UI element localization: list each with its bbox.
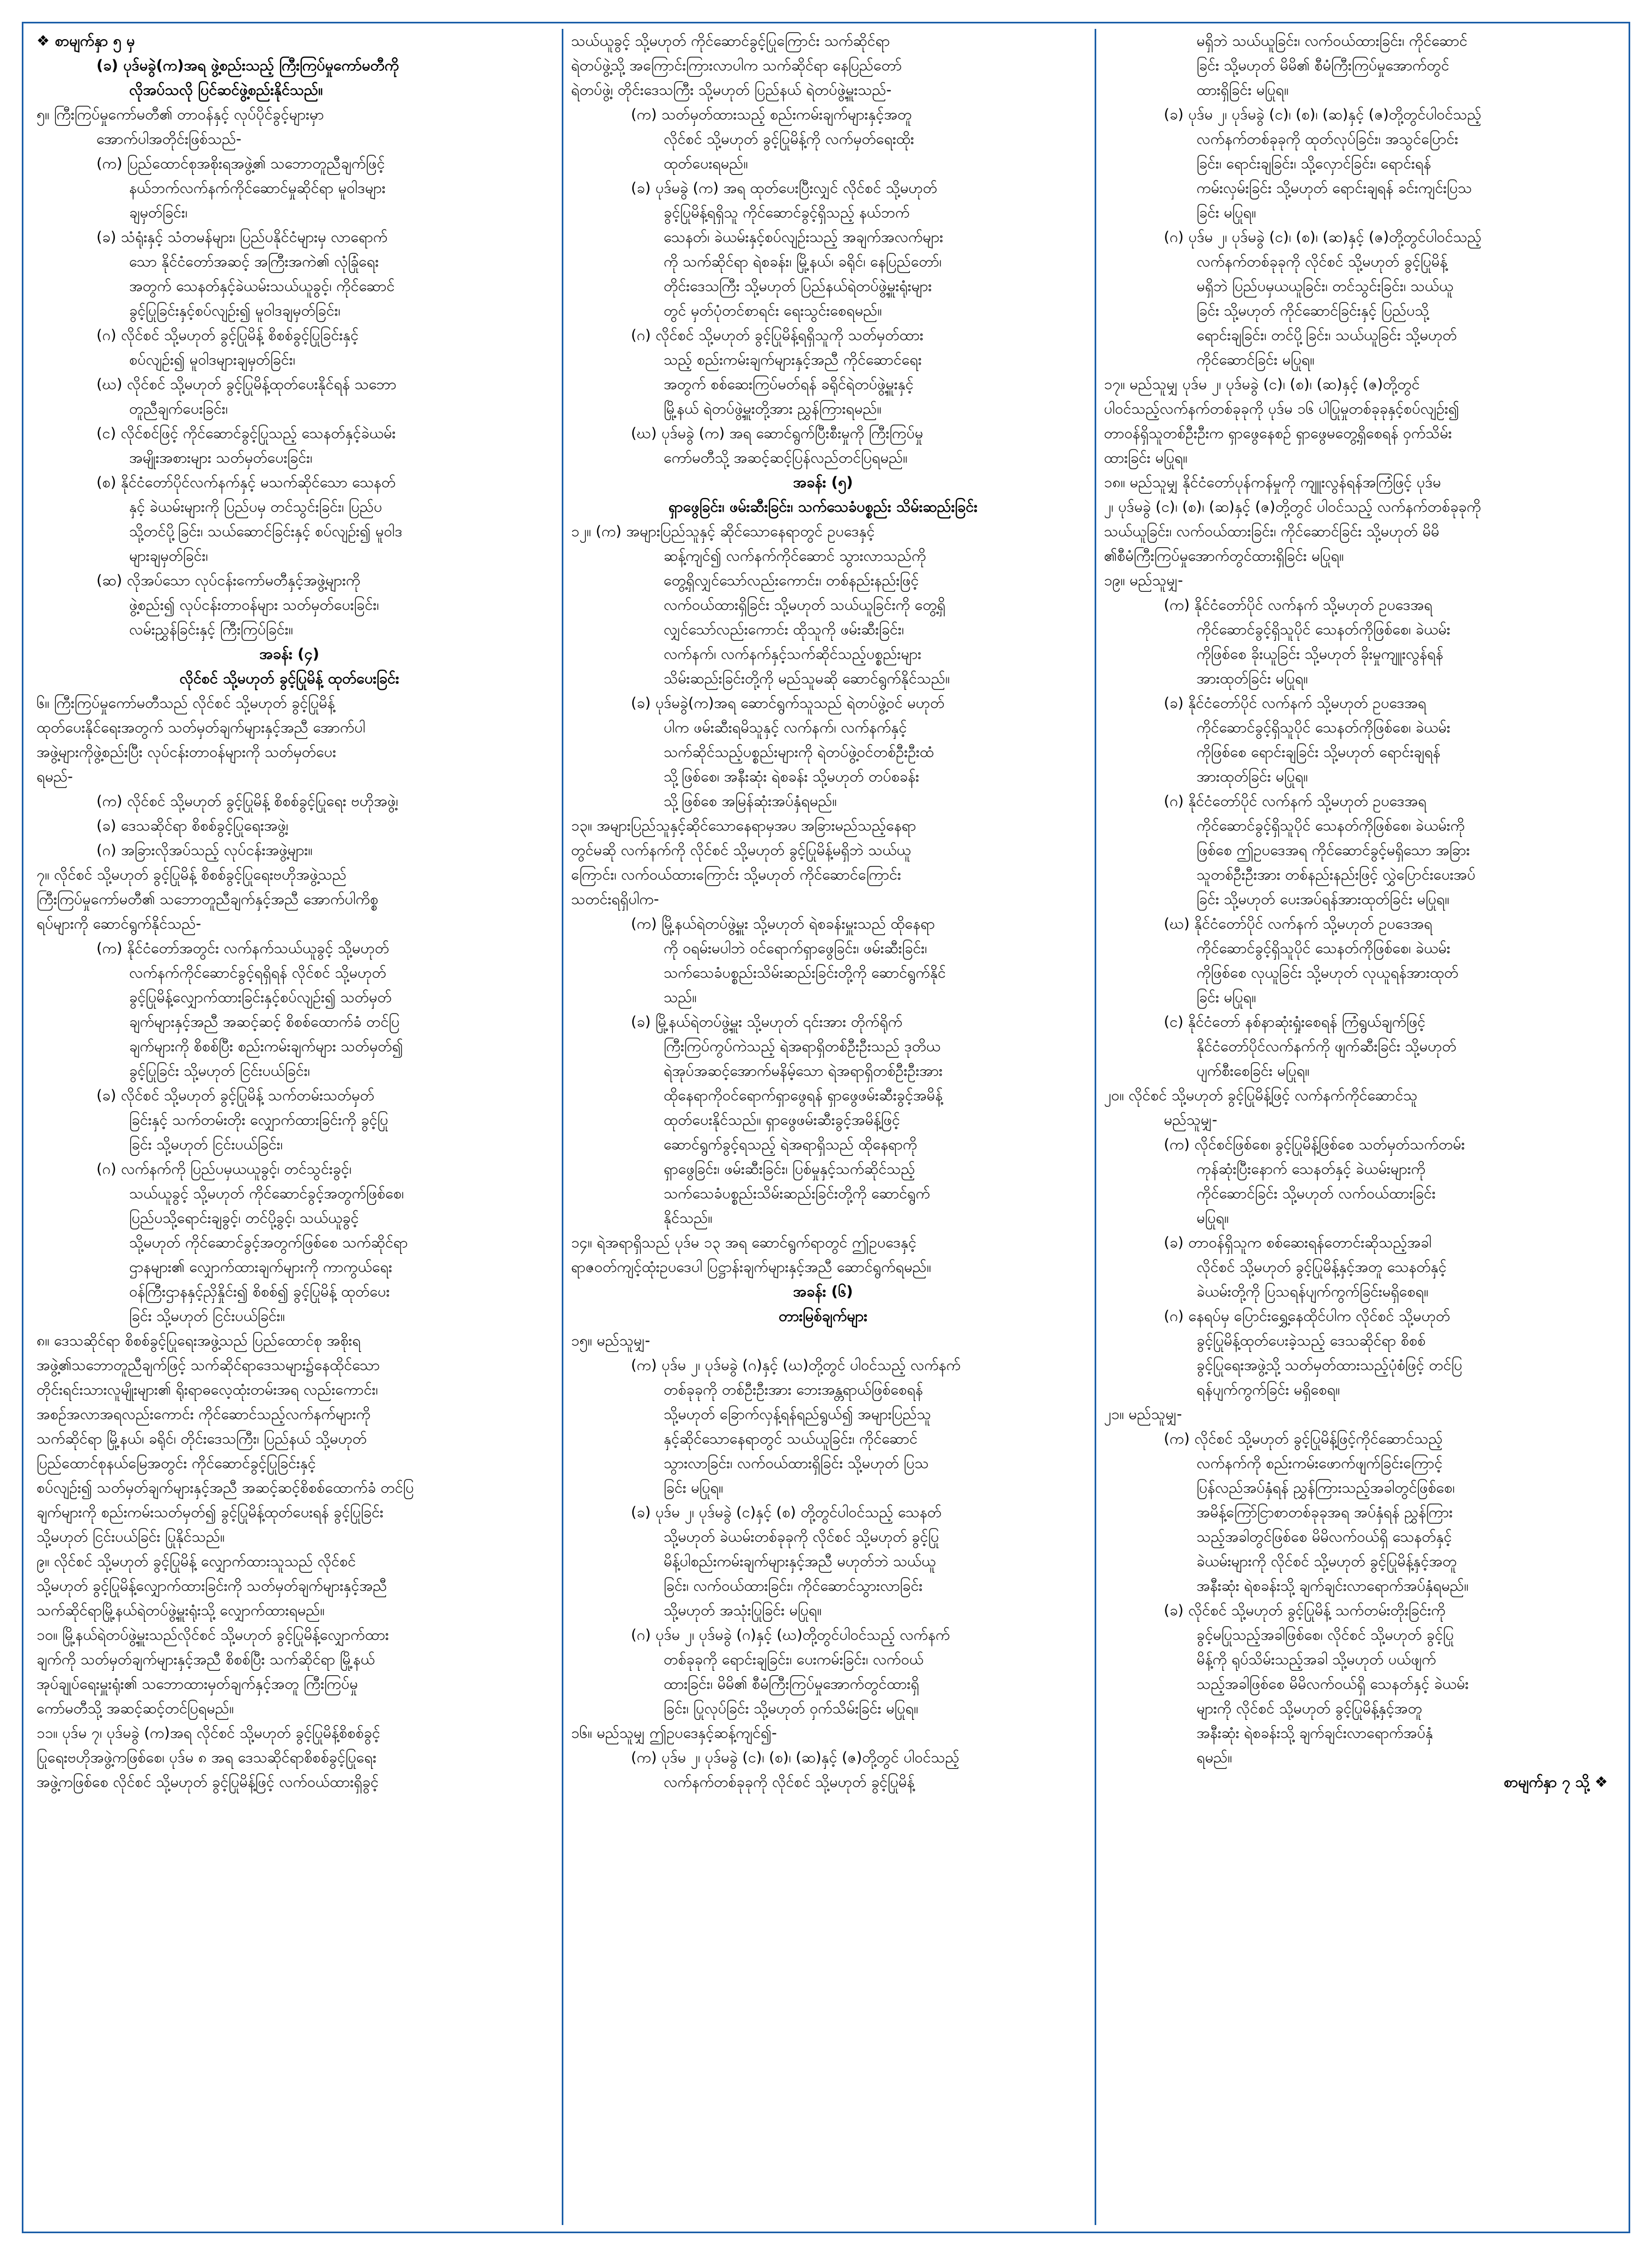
text-line: ကိုင်ဆောင်ခွင့်ရှိသူပိုင် သေနတ်ကိုဖြစ်စေ၊ ခဲယမ်း [1197,621,1450,638]
text-line: ခြင်း သို့မဟုတ် ငြင်းပယ်ခြင်း၊ [129,1136,283,1153]
text-line: (ဂ) ပုဒ်မ ၂၊ ပုဒ်မခွဲ (ဂ)နှင့် (ဃ)တို့တွင်ပါဝင်သည့် လက်နက် [631,1627,950,1644]
section-heading: ရှာဖွေခြင်း၊ ဖမ်းဆီးခြင်း၊ သက်သေခံပစ္စည်း သိမ်းဆည်းခြင်း [668,499,978,516]
text-line: သို့မဟုတ် ခဲယမ်းတစ်ခုခုကို လိုင်စင် သို့မဟုတ် ခွင့်ပြု [664,1529,939,1545]
text-line: ခြင်း၊ ရောင်းချခြင်း၊ သို့လှောင်ခြင်း၊ ရောင်းရန် [1197,155,1431,172]
text-line: ထုတ်ပေးနိုင်သည်။ ရှာဖွေဖမ်းဆီးခွင့်အမိန့်ဖြင့် [664,1112,900,1129]
text-line: ကိုင်ဆောင်ခွင့်ရှိသူပိုင် သေနတ်ကိုဖြစ်စေ၊ ခဲယမ်း [1197,940,1450,957]
text-line: တာဝန်ရှိသူတစ်ဦးဦးက ရှာဖွေနေစဉ် ရှာဖွေမတွေ့ရှိစေရန် ဝှက်သိမ်း [1104,425,1452,442]
text-line: အောက်ပါအတိုင်းဖြစ်သည်- [96,131,241,148]
text-line: ၁၉။ မည်သူမျှ- [1104,572,1183,589]
text-line: တစ်ခုခုကို ရောင်းချခြင်း၊ ပေးကမ်းခြင်း၊ လက်ဝယ် [664,1651,924,1668]
text-line: အမိန့်ကြော်ငြာစာတစ်ခုခုအရ အပ်နှံရန် ညွှန်ကြား [1197,1504,1453,1521]
text-line: သော နိုင်ငံတော်အဆင့် အကြီးအကဲ၏ လုံခြုံရေး [129,253,379,270]
text-line: (ခ) ပုဒ်မခွဲ(က)အရ ဆောင်ရွက်သူသည် ရဲတပ်ဖွဲ့ဝင် မဟုတ် [631,695,945,712]
text-line: ပြည်ပသို့ရောင်းချခွင့်၊ တင်ပို့ခွင့်၊ သယ်ယူခွင့် [129,1210,359,1227]
text-line: ခြင်း မပြုရ။ [1197,989,1256,1006]
text-line: ပြုရေးဗဟိုအဖွဲ့ကဖြစ်စေ၊ ပုဒ်မ ၈ အရ ဒေသဆိုင်ရာစိစစ်ခွင့်ပြုရေး [37,1749,376,1766]
text-line: နိုင်ငံတော်ပိုင်လက်နက်ကို ဖျက်ဆီးခြင်း သို့မဟုတ် [1197,1038,1456,1055]
text-line: (ဃ) လိုင်စင် သို့မဟုတ် ခွင့်ပြုမိန့်ထုတ်ပေးနိုင်ရန် သဘော [96,376,397,393]
text-line: (က) လိုင်စင် သို့မဟုတ် ခွင့်ပြုမိန့် စိစစ်ခွင့်ပြုရေး ဗဟိုအဖွဲ့၊ [96,793,398,810]
text-line: ခွင့်ပြုခြင်း သို့မဟုတ် ငြင်းပယ်ခြင်း၊ [129,1063,310,1080]
text-line: ကြောင်း၊ လက်ဝယ်ထားကြောင်း သို့မဟုတ် ကိုင်ဆောင်ကြောင်း [571,866,901,883]
text-line: သို့မဟုတ် ခြောက်လှန့်ရန်ရည်ရွယ်၍ အများပြည်သူ [664,1406,931,1423]
text-line: လိုအပ်သလို ပြင်ဆင်ဖွဲ့စည်းနိုင်သည်။ [129,82,323,99]
text-line: နှင့် ခဲယမ်းများကို ပြည်ပမှ တင်သွင်းခြင်း၊ ပြည်ပ [129,499,382,516]
text-line: သယ်ယူခွင့် သို့မဟုတ် ကိုင်ဆောင်ခွင့်ပြုကြောင်း သက်ဆိုင်ရာ [571,33,890,50]
text-line: အမျိုးအစားများ သတ်မှတ်ပေးခြင်း၊ [129,450,313,466]
text-line: အားထုတ်ခြင်း မပြုရ။ [1197,670,1308,687]
text-line: ခြင်း၊ ပြုလုပ်ခြင်း သို့မဟုတ် ဝှက်သိမ်းခြင်း မပြုရ။ [664,1700,919,1717]
text-line: ရှာဖွေခြင်း၊ ဖမ်းဆီးခြင်း၊ ပြစ်မှုနှင့်သက်ဆိုင်သည့် [664,1161,915,1178]
text-line: ကိုဖြစ်စေ ရောင်းချခြင်း သို့မဟုတ် ရောင်းချရန် [1197,744,1441,761]
text-line: ၁၆။ မည်သူမျှ ဤဥပဒေနှင့်ဆန့်ကျင်၍- [571,1725,777,1742]
text-line: ၉။ လိုင်စင် သို့မဟုတ် ခွင့်ပြုမိန့် လျှောက်ထားသူသည် လိုင်စင် [37,1553,356,1570]
text-line: ရဲတပ်ဖွဲ့သို့ အကြောင်းကြားလာပါက သက်ဆိုင်ရာ နေပြည်တော် [571,57,902,74]
text-line: (က) နိုင်ငံတော်ပိုင် လက်နက် သို့မဟုတ် ဥပဒေအရ [1164,597,1432,614]
text-line: အုပ်ချုပ်ရေးမှူးရုံး၏ သဘောထားမှတ်ချက်နှင့်အတူ ကြီးကြပ်မှု [37,1676,358,1693]
text-line: ချက်များနှင့်အညီ အဆင့်ဆင့် စိစစ်ထောက်ခံ တင်ပြ [129,1014,400,1030]
text-line: (ခ) လိုင်စင် သို့မဟုတ် ခွင့်ပြုမိန့် သက်တမ်းတိုးခြင်းကို [1164,1602,1446,1619]
text-line: ကိုဖြစ်စေ ခိုးယူခြင်း သို့မဟုတ် ခိုးမှုကျူးလွန်ရန် [1197,646,1443,663]
text-line: ရန်ပျက်ကွက်ခြင်း မရှိစေရ။ [1197,1381,1340,1398]
text-line: စပ်လျဉ်း၍ သတ်မှတ်ချက်များနှင့်အညီ အဆင့်ဆင့်စိစစ်ထောက်ခံ တင်ပြ [37,1480,414,1496]
text-line: ၏စီမံကြီးကြပ်မှုအောက်တွင်ထားရှိခြင်း မပြုရ။ [1104,548,1344,565]
text-line: (ဂ) ပုဒ်မ ၂၊ ပုဒ်မခွဲ (င)၊ (စ)၊ (ဆ)နှင့် (ဇ)တို့တွင်ပါဝင်သည့် [1164,229,1482,246]
text-line: သိမ်းဆည်းခြင်းတို့ကို မည်သူမဆို ဆောင်ရွက်နိုင်သည်။ [664,670,950,687]
text-line: ထားခြင်း မပြုရ။ [1104,450,1188,466]
text-line: သို့တင်ပို့ခြင်း၊ သယ်ဆောင်ခြင်းနှင့် စပ်လျဉ်း၍ မူဝါဒ [129,523,403,540]
column-left [29,29,550,2225]
text-line: ရဲတပ်ဖွဲ့၊ တိုင်းဒေသကြီး သို့မဟုတ် ပြည်နယ် ရဲတပ်ဖွဲ့မှူးသည်- [571,82,892,99]
text-line: ချက်များကို စိစစ်ပြီး စည်းကမ်းချက်များ သတ်မှတ်၍ [129,1038,403,1055]
text-line: (င) နိုင်ငံတော် နစ်နာဆုံးရှုံးစေရန် ကြံရွယ်ချက်ဖြင့် [1164,1014,1426,1030]
text-line: သူတစ်ဦးဦးအား တစ်နည်းနည်းဖြင့် လွှဲပြောင်းပေးအပ် [1197,866,1475,883]
text-line: နှင့်ဆိုင်သောနေရာတွင် သယ်ယူခြင်း၊ ကိုင်ဆောင် [664,1430,918,1447]
text-line: (က) မြို့နယ်ရဲတပ်ဖွဲ့မှူး သို့မဟုတ် ရဲစခန်းမှူးသည် ထိုနေရာ [631,916,935,932]
text-line: အဖွဲ့၏သဘောတူညီချက်ဖြင့် သက်ဆိုင်ရာဒေသများ၌နေထိုင်သော [37,1357,380,1374]
text-line: ခွင့်ပြုရေးအဖွဲ့သို့ သတ်မှတ်ထားသည့်ပုံစံဖြင့် တင်ပြ [1197,1357,1462,1374]
text-line: မိန့်ကို ရုပ်သိမ်းသည့်အခါ သို့မဟုတ် ပယ်ဖျက် [1197,1651,1436,1668]
text-line: ခြင်း၊ လက်ဝယ်ထားခြင်း၊ ကိုင်ဆောင်သွားလာခြင်း [664,1578,923,1595]
text-line: သက်ဆိုင်ရာမြို့နယ်ရဲတပ်ဖွဲ့မှူးရုံးသို့ လျှောက်ထားရမည်။ [37,1602,325,1619]
text-line: ၁၂။ (က) အများပြည်သူနှင့် ဆိုင်သောနေရာတွင် ဥပဒေနှင့် [571,523,875,540]
text-line: လက်နက်၊ လက်နက်နှင့်သက်ဆိုင်သည့်ပစ္စည်းများ [664,646,922,663]
text-line: ဆောင်ရွက်ခွင့်ရသည့် ရဲအရာရှိသည် ထိုနေရာကို [664,1136,918,1153]
text-line: (ခ) ပုဒ်မ ၂၊ ပုဒ်မခွဲ (င)၊ (စ)၊ (ဆ)နှင့် (ဇ)တို့တွင်ပါဝင်သည့် [1164,106,1481,123]
text-line: (ဂ) လိုင်စင် သို့မဟုတ် ခွင့်ပြုမိန့် စိစစ်ခွင့်ပြုခြင်းနှင့် [96,327,359,344]
text-line: ၁၃။ အများပြည်သူနှင့်ဆိုင်သောနေရာမှအပ အခြားမည်သည့်နေရာ [571,817,916,834]
text-line: များကို လိုင်စင် သို့မဟုတ် ခွင့်ပြုမိန့်နှင့်အတူ [1197,1700,1423,1717]
text-line: ကို သက်ဆိုင်ရာ ရဲစခန်း၊ မြို့နယ်၊ ခရိုင်၊ နေပြည်တော်၊ [664,253,942,270]
column-middle [562,29,1083,2225]
text-line: သယ်ယူခွင့် သို့မဟုတ် ကိုင်ဆောင်ခွင့်အတွက်ဖြစ်စေ၊ [129,1185,404,1202]
text-line: (ဂ) လိုင်စင် သို့မဟုတ် ခွင့်ပြုမိန့်ရရှိသူကို သတ်မှတ်ထား [631,327,924,344]
text-line: ဝန်ကြီးဌာနနှင့်ညှိနှိုင်း၍ စိစစ်၍ ခွင့်ပြုမိန့် ထုတ်ပေး [129,1283,390,1300]
text-line: ခြင်း မပြုရ။ [1197,204,1256,221]
text-line: ရောင်းချခြင်း၊ တင်ပို့ခြင်း၊ သယ်ယူခြင်း သို့မဟုတ် [1197,327,1457,344]
text-line: သို့ဖြစ်စေ၊ အနီးဆုံး ရဲစခန်း သို့မဟုတ် တပ်စခန်း [664,768,919,785]
text-line: ထိုနေရာကိုဝင်ရောက်ရှာဖွေရန် ရှာဖွေဖမ်းဆီးခွင့်အမိန့် [664,1087,943,1104]
text-line: ထားရှိခြင်း မပြုရ။ [1197,82,1289,99]
text-line: ခဲယမ်းများကို လိုင်စင် သို့မဟုတ် ခွင့်ပြုမိန့်နှင့်အတူ [1197,1553,1457,1570]
text-line: သည်။ [664,989,697,1006]
text-line: ချမှတ်ခြင်း၊ [129,204,187,221]
text-line: သက်သေခံပစ္စည်းသိမ်းဆည်းခြင်းတို့ကို ဆောင်ရွက် [664,1185,930,1202]
text-line: မရှိဘဲ ပြည်ပမှယယူခြင်း၊ တင်သွင်းခြင်း၊ သယ်ယူ [1197,278,1454,295]
text-line: ၁၄။ ရဲအရာရှိသည် ပုဒ်မ ၁၃ အရ ဆောင်ရွက်ရာတွင် ဤဥပဒေနှင့် [571,1234,916,1251]
text-line: (ခ) တာဝန်ရှိသူက စစ်ဆေးရန်တောင်းဆိုသည့်အခါ [1164,1234,1432,1251]
text-line: ခွင့်ပြုမိန့်ရရှိသူ ကိုင်ဆောင်ခွင့်ရှိသည့် နယ်ဘက် [664,204,910,221]
text-line: (က) လိုင်စင်ဖြစ်စေ၊ ခွင့်ပြုမိန့်ဖြစ်စေ သတ်မှတ်သက်တမ်း [1164,1136,1465,1153]
text-line: သက်ဆိုင်ရာ မြို့နယ်၊ ခရိုင်၊ တိုင်းဒေသကြီး၊ ပြည်နယ် သို့မဟုတ် [37,1430,367,1447]
column-right [1095,29,1615,2225]
text-line: (ဂ) အခြားလိုအပ်သည့် လုပ်ငန်းအဖွဲ့များ။ [96,842,313,859]
text-line: ခြင်းနှင့် သက်တမ်းတိုး လျှောက်ထားခြင်းကို ခွင့်ပြု [129,1112,388,1129]
text-line: ၂၁။ မည်သူမျှ- [1104,1406,1182,1423]
text-line: လက်နက်တစ်ခုခုကို လိုင်စင် သို့မဟုတ် ခွင့်ပြုမိန့် [1197,253,1448,270]
text-line: (ခ) သံရုံးနှင့် သံတမန်များ၊ ပြည်ပနိုင်ငံများမှ လာရောက် [96,229,388,246]
text-line: လက်နက်တစ်ခုခုကို လိုင်စင် သို့မဟုတ် ခွင့်ပြုမိန့် [664,1774,915,1791]
text-line: သွားလာခြင်း၊ လက်ဝယ်ထားရှိခြင်း သို့မဟုတ် ပြသ [664,1455,929,1472]
text-line: ခြင်း သို့မဟုတ် ပေးအပ်ရန်အားထုတ်ခြင်း မပြုရ။ [1197,891,1449,908]
text-line: ၆။ ကြီးကြပ်မှုကော်မတီသည် လိုင်စင် သို့မဟုတ် ခွင့်ပြုမိန့် [37,695,335,712]
text-line: မရှိဘဲ သယ်ယူခြင်း၊ လက်ဝယ်ထားခြင်း၊ ကိုင်ဆောင် [1197,33,1468,50]
text-line: ၁၀။ မြို့နယ်ရဲတပ်ဖွဲ့မှူးသည်လိုင်စင် သို့မဟုတ် ခွင့်ပြုမိန့်လျှောက်ထား [37,1627,389,1644]
text-line: ချက်ကို သတ်မှတ်ချက်များနှင့်အညီ စိစစ်ပြီး သက်ဆိုင်ရာ မြို့နယ် [37,1651,375,1668]
text-line: (ခ) မြို့နယ်ရဲတပ်ဖွဲ့မှူး သို့မဟုတ် ၎င်းအား တိုက်ရိုက် [631,1014,903,1030]
text-line: သို့ဖြစ်စေ အမြန်ဆုံးအပ်နှံရမည်။ [664,793,837,810]
text-line: သယ်ယူခြင်း၊ လက်ဝယ်ထားခြင်း၊ ကိုင်ဆောင်ခြင်း သို့မဟုတ် မိမိ [1104,523,1440,540]
text-line: ❖ စာမျက်နှာ ၅ မှ [37,33,135,50]
text-line: (ခ) ပုဒ်မ ၂၊ ပုဒ်မခွဲ (င)နှင့် (စ) တို့တွင်ပါဝင်သည့် သေနတ် [631,1504,942,1521]
text-line: လက်နက်ကို စည်းကမ်းဖောက်ဖျက်ခြင်းကြောင့် [1197,1455,1443,1472]
text-line: နယ်ဘက်လက်နက်ကိုင်ဆောင်မှုဆိုင်ရာ မူဝါဒများ [129,180,386,197]
text-line: ခွင့်ပြုမိန့်လျှောက်ထားခြင်းနှင့်စပ်လျဉ်း၍ သတ်မှတ် [129,989,392,1006]
text-line: ကိုဖြစ်စေ လုယူခြင်း သို့မဟုတ် လုယူရန်အားထုတ် [1197,965,1459,981]
text-line: ၁၁။ ပုဒ်မ ၇၊ ပုဒ်မခွဲ (က)အရ လိုင်စင် သို့မဟုတ် ခွင့်ပြုမိန့်စိစစ်ခွင့် [37,1725,380,1742]
section-heading: တားမြစ်ချက်များ [779,1308,867,1325]
section-heading: အခန်း (၆) [793,1283,853,1300]
text-line: အတွက် သေနတ်နှင့်ခဲယမ်းသယ်ယူခွင့်၊ ကိုင်ဆောင် [129,278,395,295]
text-line: ၁၈။ မည်သူမျှ နိုင်ငံတော်ပုန်ကန်မှုကို ကျူးလွန်ရန်အကြံဖြင့် ပုဒ်မ [1104,474,1441,491]
text-line: အဖွဲ့ကဖြစ်စေ လိုင်စင် သို့မဟုတ် ခွင့်ပြုမိန့်ဖြင့် လက်ဝယ်ထားရှိခွင့် [37,1774,379,1791]
text-line: ခွင့်ပြုမိန့်ထုတ်ပေးခဲ့သည့် ဒေသဆိုင်ရာ စိစစ် [1197,1332,1426,1349]
text-line: မပြုရ။ [1197,1210,1229,1227]
text-line: ကြီးကြပ်ကွပ်ကဲသည့် ရဲအရာရှိတစ်ဦးဦးသည် ဒုတိယ [664,1038,941,1055]
text-line: ခွင့်ပြုခြင်းနှင့်စပ်လျဉ်း၍ မူဝါဒချမှတ်ခြင်း၊ [129,302,341,319]
text-line: သည့်အခါတွင်ဖြစ်စေ မိမိလက်ဝယ်ရှိ သေနတ်နှင့် [1197,1529,1452,1545]
text-line: ကော်မတီသို့ အဆင့်ဆင့်တင်ပြရမည်။ [37,1700,234,1717]
text-line: လက်နက်ကိုင်ဆောင်ခွင့်ရရှိရန် လိုင်စင် သို့မဟုတ် [129,965,386,981]
text-line: ရဲအုပ်အဆင့်အောက်မနိမ့်သော ရဲအရာရှိတစ်ဦးဦးအား [664,1063,943,1080]
text-line: (က) သတ်မှတ်ထားသည့် စည်းကမ်းချက်များနှင့်အတူ [631,106,912,123]
text-line: ခြင်း သို့မဟုတ် ငြင်းပယ်ခြင်း။ [129,1308,285,1325]
section-heading: အခန်း (၅) [793,474,853,491]
text-line: ချက်များကို စည်းကမ်းသတ်မှတ်၍ ခွင့်ပြုမိန့်ထုတ်ပေးရန် ခွင့်ပြုခြင်း [37,1504,384,1521]
text-line: များချမှတ်ခြင်း၊ [129,548,208,565]
text-line: ခဲယမ်းတို့ကို ပြသရန်ပျက်ကွက်ခြင်းမရှိစေရ။ [1197,1283,1429,1300]
text-line: ရပ်များကို ဆောင်ရွက်နိုင်သည်- [37,916,202,932]
text-line: ခွင့်မပြုသည့်အခါဖြစ်စေ၊ လိုင်စင် သို့မဟုတ် ခွင့်ပြု [1197,1627,1454,1644]
text-line: ရမည်- [37,768,73,785]
text-line: လမ်းညွှန်ခြင်းနှင့် ကြီးကြပ်ခြင်း။ [129,621,293,638]
text-line: နိုင်သည်။ [664,1210,713,1227]
text-line: တွင်မဆို လက်နက်ကို လိုင်စင် သို့မဟုတ် ခွင့်ပြုမိန့်မရှိဘဲ သယ်ယူ [571,842,911,859]
text-line: (ခ) နိုင်ငံတော်ပိုင် လက်နက် သို့မဟုတ် ဥပဒေအရ [1164,695,1426,712]
text-line: (က) ပုဒ်မ ၂၊ ပုဒ်မခွဲ (င)၊ (စ)၊ (ဆ)နှင့် (ဇ)တို့တွင် ပါဝင်သည့် [631,1749,959,1766]
text-line: ကမ်းလှမ်းခြင်း သို့မဟုတ် ရောင်းချရန် ခင်းကျင်းပြသ [1197,180,1472,197]
text-line: တွင် မှတ်ပုံတင်စာရင်း ရေးသွင်းစေရမည်။ [664,302,882,319]
text-line: ကော်မတီသို့ အဆင့်ဆင့်ပြန်လည်တင်ပြရမည်။ [664,450,908,466]
text-line: အနီးဆုံး ရဲစခန်းသို့ ချက်ချင်းလာရောက်အပ်နှံ [1197,1725,1433,1742]
text-line: သက်ဆိုင်သည့်ပစ္စည်းများကို ရဲတပ်ဖွဲ့ဝင်တစ်ဦးဦးထံ [664,744,934,761]
text-line: ပြည်ထောင်စုနယ်မြေအတွင်း ကိုင်ဆောင်ခွင့်ပြုခြင်းနှင့် [37,1455,316,1472]
text-line: ကိုင်ဆောင်ခြင်း သို့မဟုတ် လက်ဝယ်ထားခြင်း [1197,1185,1436,1202]
text-line: (ဂ) နေရပ်မှ ပြောင်းရွှေ့နေထိုင်ပါက လိုင်စင် သို့မဟုတ် [1164,1308,1450,1325]
text-line: သို့မဟုတ် ငြင်းပယ်ခြင်း ပြုနိုင်သည်။ [37,1529,225,1545]
text-line: တစ်ခုခုကို တစ်ဦးဦးအား ဘေးအန္တရာယ်ဖြစ်စေရန် [664,1381,923,1398]
text-line: (ခ) ဒေသဆိုင်ရာ စိစစ်ခွင့်ပြုရေးအဖွဲ့၊ [96,817,289,834]
text-line: ဌာနများ၏ လျှောက်ထားချက်များကို ကာကွယ်ရေး [129,1259,392,1276]
text-line: ၁၇။ မည်သူမျှ ပုဒ်မ ၂၊ ပုဒ်မခွဲ (င)၊ (စ)၊ (ဆ)နှင့် (ဇ)တို့တွင် [1104,376,1420,393]
gazette-page [22,22,1630,2233]
text-line: (ဃ) နိုင်ငံတော်ပိုင် လက်နက် သို့မဟုတ် ဥပဒေအရ [1164,916,1432,932]
text-line: ခြင်း သို့မဟုတ် ကိုင်ဆောင်ခြင်းနှင့် ပြည်ပသို့ [1197,302,1429,319]
text-line: သည့် စည်းကမ်းချက်များနှင့်အညီ ကိုင်ဆောင်ရေး [664,351,922,368]
text-line: (က) ပုဒ်မ ၂၊ ပုဒ်မခွဲ (ဂ)နှင့် (ဃ)တို့တွင် ပါဝင်သည့် လက်နက် [631,1357,961,1374]
text-line: ရာဇဝတ်ကျင့်ထုံးဥပဒေပါ ပြဋ္ဌာန်းချက်များနှင့်အညီ ဆောင်ရွက်ရမည်။ [571,1259,931,1276]
text-line: ပါက ဖမ်းဆီးရမိသူနှင့် လက်နက်၊ လက်နက်နှင့် [664,719,907,736]
text-line: သို့မဟုတ် အသုံးပြုခြင်း မပြုရ။ [664,1602,822,1619]
text-line: မြို့နယ် ရဲတပ်ဖွဲ့မှူးတို့အား ညွှန်ကြားရမည်။ [664,401,882,417]
text-line: အဖွဲ့များကိုဖွဲ့စည်းပြီး လုပ်ငန်းတာဝန်များကို သတ်မှတ်ပေး [37,744,336,761]
text-line: (ဂ) နိုင်ငံတော်ပိုင် လက်နက် သို့မဟုတ် ဥပဒေအရ [1164,793,1426,810]
text-line: (စ) နိုင်ငံတော်ပိုင်လက်နက်နှင့် မသက်ဆိုင်သော သေနတ် [96,474,396,491]
text-line: သေနတ်၊ ခဲယမ်းနှင့်စပ်လျဉ်းသည့် အချက်အလက်များ [664,229,944,246]
text-line: ၂၊ ပုဒ်မခွဲ (င)၊ (စ)၊ (ဆ)နှင့် (ဇ)တို့တွင် ပါဝင်သည့် လက်နက်တစ်ခုခုကို [1104,499,1481,516]
text-line: လျှင်သော်လည်းကောင်း ထိုသူကို ဖမ်းဆီးခြင်း၊ [664,621,904,638]
text-line: ကိုင်ဆောင်ခွင့်ရှိသူပိုင် သေနတ်ကိုဖြစ်စေ၊ ခဲယမ်းကို [1197,817,1465,834]
text-line: (က) လိုင်စင် သို့မဟုတ် ခွင့်ပြုမိန့်ဖြင့်ကိုင်ဆောင်သည့် [1164,1430,1443,1447]
text-line: ထုတ်ပေးရမည်။ [664,155,748,172]
text-line: (ဃ) ပုဒ်မခွဲ (က) အရ ဆောင်ရွက်ပြီးစီးမှုကို ကြီးကြပ်မှု [631,425,924,442]
text-line: ၈။ ဒေသဆိုင်ရာ စိစစ်ခွင့်ပြုရေးအဖွဲ့သည် ပြည်ထောင်စု အစိုးရ [37,1332,361,1349]
text-line: ကုန်ဆုံးပြီးနောက် သေနတ်နှင့် ခဲယမ်းများကို [1197,1161,1426,1178]
text-line: သည့်အခါဖြစ်စေ မိမိလက်ဝယ်ရှိ သေနတ်နှင့် ခဲယမ်း [1197,1676,1469,1693]
text-line: တိုင်းရင်းသားလူမျိုးများ၏ ရိုးရာဓလေ့ထုံးတမ်းအရ လည်းကောင်း၊ [37,1381,378,1398]
text-line: ၂၀။ လိုင်စင် သို့မဟုတ် ခွင့်ပြုမိန့်ဖြင့် လက်နက်ကိုင်ဆောင်သူ [1104,1087,1418,1104]
text-line: စပ်လျဉ်း၍ မူဝါဒများချမှတ်ခြင်း၊ [129,351,295,368]
text-line: လက်နက်တစ်ခုခုကို ထုတ်လုပ်ခြင်း၊ အသွင်ပြောင်း [1197,131,1459,148]
text-line: ကို ဝရမ်းမပါဘဲ ဝင်ရောက်ရှာဖွေခြင်း၊ ဖမ်းဆီးခြင်း၊ [664,940,927,957]
text-line: အစဉ်အလာအရလည်းကောင်း ကိုင်ဆောင်သည့်လက်နက်များကို [37,1406,371,1423]
text-line: တွေ့ရှိလျှင်သော်လည်းကောင်း၊ တစ်နည်းနည်းဖြင့် [664,572,919,589]
text-line: ၁၅။ မည်သူမျှ- [571,1332,651,1349]
text-line: သတင်းရရှိပါက- [571,891,659,908]
text-line: ကြီးကြပ်မှုကော်မတီ၏ သဘောတူညီချက်နှင့်အညီ အောက်ပါကိစ္စ [37,891,379,908]
section-heading: လိုင်စင် သို့မဟုတ် ခွင့်ပြုမိန့် ထုတ်ပေးခြင်း [179,670,399,687]
text-line: ၅။ ကြီးကြပ်မှုကော်မတီ၏ တာဝန်နှင့် လုပ်ပိုင်ခွင့်များမှာ [37,106,324,123]
text-line: ခြင်း သို့မဟုတ် မိမိ၏ စီမံကြီးကြပ်မှုအောက်တွင် [1197,57,1449,74]
text-line: (ဂ) လက်နက်ကို ပြည်ပမှယယူခွင့်၊ တင်သွင်းခွင့်၊ [96,1161,352,1178]
text-line: အနီးဆုံး ရဲစခန်းသို့ ချက်ချင်းလာရောက်အပ်နှံရမည်။ [1197,1578,1469,1595]
text-line: လိုင်စင် သို့မဟုတ် ခွင့်ပြုမိန့်ကို လက်မှတ်ရေးထိုး [664,131,914,148]
text-line: ဆန့်ကျင်၍ လက်နက်ကိုင်ဆောင် သွားလာသည်ကို [664,548,926,565]
text-line: (ခ) ပုဒ်မခွဲ(က)အရ ဖွဲ့စည်းသည့် ကြီးကြပ်မှုကော်မတီကို [96,57,399,74]
text-line: ဖွဲ့စည်း၍ လုပ်ငန်းတာဝန်များ သတ်မှတ်ပေးခြင်း၊ [129,597,379,614]
text-line: ပါဝင်သည့်လက်နက်တစ်ခုခုကို ပုဒ်မ ၁၆ ပါပြုမှုတစ်ခုခုနှင့်စပ်လျဉ်း၍ [1104,401,1460,417]
text-line: (က) ပြည်ထောင်စုအစိုးရအဖွဲ့၏ သဘောတူညီချက်ဖြင့် [96,155,385,172]
text-line: အတွက် စစ်ဆေးကြပ်မတ်ရန် ခရိုင်ရဲတပ်ဖွဲ့မှူးနှင့် [664,376,914,393]
text-line: ပြန်လည်အပ်နှံရန် ညွှန်ကြားသည့်အခါတွင်ဖြစ်စေ၊ [1197,1480,1455,1496]
text-line: မည်သူမျှ- [1164,1112,1218,1129]
text-line: လိုင်စင် သို့မဟုတ် ခွင့်ပြုမိန့်နှင့်အတူ သေနတ်နှင့် [1197,1259,1447,1276]
text-line: တိုင်းဒေသကြီး သို့မဟုတ် ပြည်နယ်ရဲတပ်ဖွဲ့မှူးရုံးများ [664,278,932,295]
text-line: သို့မဟုတ် ကိုင်ဆောင်ခွင့်အတွက်ဖြစ်စေ သက်ဆိုင်ရာ [129,1234,408,1251]
text-line: ၇။ လိုင်စင် သို့မဟုတ် ခွင့်ပြုမိန့် စိစစ်ခွင့်ပြုရေးဗဟိုအဖွဲ့သည် [37,866,347,883]
text-line: ခြင်း မပြုရ။ [664,1480,724,1496]
text-line: ထားခြင်း၊ မိမိ၏ စီမံကြီးကြပ်မှုအောက်တွင်ထားရှိ [664,1676,919,1693]
text-line: အားထုတ်ခြင်း မပြုရ။ [1197,768,1308,785]
text-line: (င) လိုင်စင်ဖြင့် ကိုင်ဆောင်ခွင့်ပြုသည့် သေနတ်နှင့်ခဲယမ်း [96,425,396,442]
text-line: ပျက်စီးစေခြင်း မပြုရ။ [1197,1063,1310,1080]
text-line: (ခ) ပုဒ်မခွဲ (က) အရ ထုတ်ပေးပြီးလျှင် လိုင်စင် သို့မဟုတ် [631,180,938,197]
text-line: တူညီချက်ပေးခြင်း၊ [129,401,228,417]
text-line: ကိုင်ဆောင်ခြင်း မပြုရ။ [1197,351,1315,368]
text-line: ကိုင်ဆောင်ခွင့်ရှိသူပိုင် သေနတ်ကိုဖြစ်စေ၊ ခဲယမ်း [1197,719,1450,736]
text-line: သို့မဟုတ် ခွင့်ပြုမိန့်လျှောက်ထားခြင်းကို သတ်မှတ်ချက်များနှင့်အညီ [37,1578,387,1595]
page-continuation: စာမျက်နှာ ၇ သို့ ❖ [1503,1774,1608,1791]
text-line: မိန့်ပါစည်းကမ်းချက်များနှင့်အညီ မဟုတ်ဘဲ သယ်ယူ [664,1553,936,1570]
text-line: (ခ) လိုင်စင် သို့မဟုတ် ခွင့်ပြုမိန့် သက်တမ်းသတ်မှတ် [96,1087,374,1104]
text-line: လက်ဝယ်ထားရှိခြင်း သို့မဟုတ် သယ်ယူခြင်းကို တွေ့ရှိ [664,597,946,614]
text-line: (က) နိုင်ငံတော်အတွင်း လက်နက်သယ်ယူခွင့် သို့မဟုတ် [96,940,390,957]
text-line: ထုတ်ပေးနိုင်ရေးအတွက် သတ်မှတ်ချက်များနှင့်အညီ အောက်ပါ [37,719,366,736]
text-line: သက်သေခံပစ္စည်းသိမ်းဆည်းခြင်းတို့ကို ဆောင်ရွက်နိုင် [664,965,946,981]
text-line: ရမည်။ [1197,1749,1232,1766]
section-heading: အခန်း (၄) [259,646,320,663]
text-line: (ဆ) လိုအပ်သော လုပ်ငန်းကော်မတီနှင့်အဖွဲ့များကို [96,572,361,589]
text-line: ဖြစ်စေ ဤဥပဒေအရ ကိုင်ဆောင်ခွင့်မရှိသော အခြား [1197,842,1470,859]
